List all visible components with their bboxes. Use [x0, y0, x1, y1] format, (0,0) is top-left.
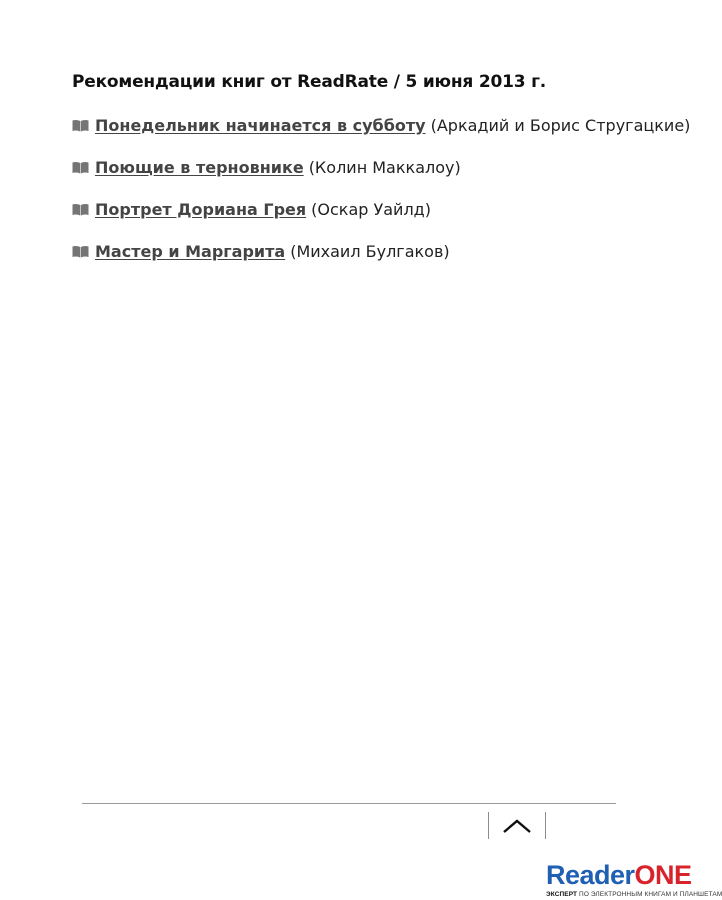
brand-tagline	[546, 891, 722, 899]
list-item	[72, 239, 690, 263]
book-title-link[interactable]: Понедельник начинается в субботу	[95, 115, 426, 135]
book-title-link[interactable]: Портрет Дориана Грея	[95, 199, 307, 219]
open-book-icon	[72, 119, 89, 132]
book-author: (Михаил Булгаков)	[290, 241, 450, 261]
open-book-icon	[72, 203, 89, 216]
footer-divider	[82, 803, 616, 804]
book-author: (Колин Маккалоу)	[308, 157, 461, 177]
open-book-icon	[72, 161, 89, 174]
scroll-to-top-button[interactable]	[488, 812, 546, 839]
list-item	[72, 197, 690, 221]
brand-name-part1: Reader	[546, 860, 635, 890]
book-list	[72, 113, 690, 281]
chevron-up-icon	[502, 818, 532, 834]
brand-tagline-rest: ПО ЭЛЕКТРОННЫМ КНИГАМ И ПЛАНШЕТАМ	[577, 891, 722, 898]
brand-name	[546, 860, 692, 890]
page-title: Рекомендации книг от ReadRate / 5 июня 2013 г.	[72, 72, 547, 92]
brand-tagline-bold: ЭКСПЕРТ	[546, 891, 578, 898]
brand-logo	[546, 860, 722, 900]
brand-name-part2: ONE	[634, 860, 692, 890]
open-book-icon	[72, 245, 89, 258]
list-item	[72, 113, 690, 137]
book-title-link[interactable]: Мастер и Маргарита	[95, 241, 286, 261]
book-author: (Оскар Уайлд)	[311, 199, 431, 219]
list-item	[72, 155, 690, 179]
book-title-link[interactable]: Поющие в терновнике	[95, 157, 304, 177]
book-author: (Аркадий и Борис Стругацкие)	[430, 115, 691, 135]
